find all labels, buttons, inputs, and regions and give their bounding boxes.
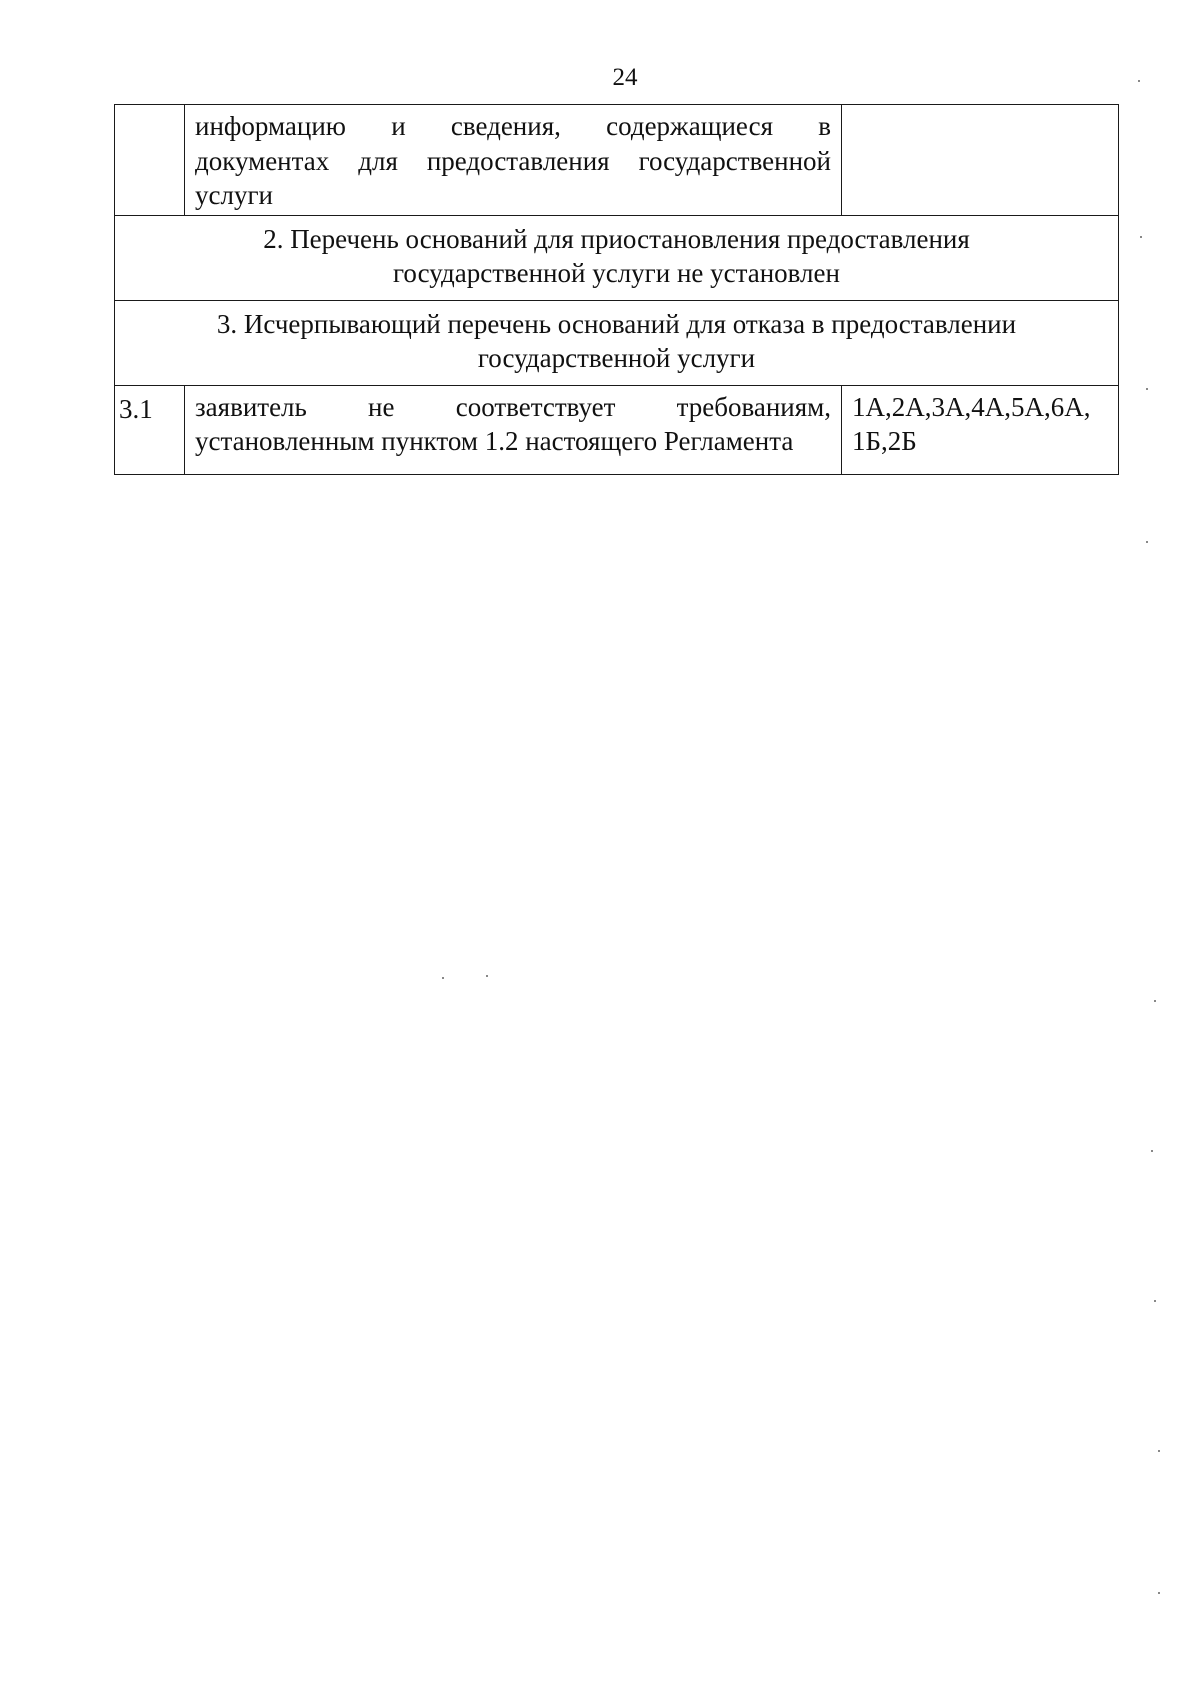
row-codes-cell: [842, 385, 1119, 474]
table-row-continuation: [115, 105, 1119, 216]
text-line: услуги: [195, 180, 273, 211]
section-heading-line: государственной услуги: [477, 343, 756, 374]
table-row-item: [115, 385, 1119, 474]
text-line: заявитель не соответствует требованиям,: [195, 391, 831, 422]
page-number: 24: [612, 64, 638, 91]
codes-line: 1Б,2Б: [852, 426, 917, 457]
section-heading-line: 3. Исчерпывающий перечень оснований для отказа в предоставлении: [216, 308, 1017, 339]
grounds-table: [114, 104, 1119, 475]
section-heading-suspension: [115, 215, 1119, 300]
text-line: документах для предоставления государственной: [195, 145, 831, 176]
text-line: установленным пунктом 1.2 настоящего Регламента: [195, 426, 794, 457]
row-text-cell: [185, 385, 842, 474]
row-number-cell: 3.1: [115, 385, 185, 474]
row-codes-cell: [842, 105, 1119, 216]
section-heading-row: [115, 300, 1119, 385]
section-heading-row: [115, 215, 1119, 300]
codes-line: 1А,2А,3А,4А,5А,6А,: [852, 391, 1091, 422]
text-line: информацию и сведения, содержащиеся в: [195, 111, 831, 141]
section-heading-line: государственной услуги не установлен: [393, 258, 840, 289]
section-heading-line: 2. Перечень оснований для приостановления предоставления: [263, 223, 970, 254]
section-heading-refusal: [115, 300, 1119, 385]
row-text-cell: [185, 105, 842, 216]
row-number-cell: [115, 105, 185, 216]
